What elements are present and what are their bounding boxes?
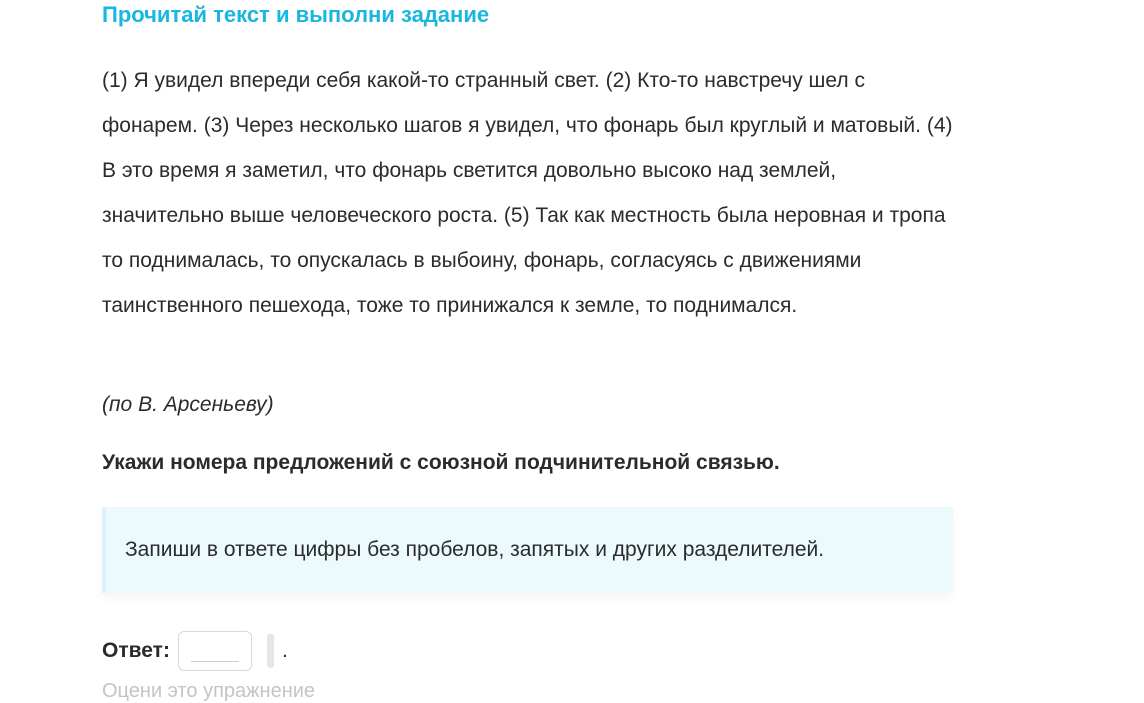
- task-question: Укажи номера предложений с союзной подчинительной связью.: [102, 451, 780, 474]
- hint-box: [102, 507, 953, 593]
- answer-input[interactable]: [178, 631, 252, 671]
- task-passage: (1) Я увидел впереди себя какой-то странный свет. (2) Кто-то навстречу шел с фонарем. (3) Через несколько шагов я увидел, что фонарь был круглый и матовый. (4) В это время я заметил, что фонарь светится довольно высоко над землей, значительно выше человеческого роста. (5) Так как местность была неровная и тропа то поднималась, то опускалась в выбоину, фонарь, согласуясь с движениями таинственного пешехода, тоже то принижался к земле, то поднимался.: [102, 69, 953, 317]
- answer-row: [102, 630, 288, 672]
- answer-suffix: .: [281, 639, 288, 662]
- passage-attribution: (по В. Арсеньеву): [102, 393, 274, 416]
- hint-text: Запиши в ответе цифры без пробелов, запятых и других разделителей.: [125, 538, 825, 561]
- answer-label: Ответ:: [102, 639, 170, 662]
- task-title: Прочитай текст и выполни задание: [102, 2, 490, 27]
- rate-exercise-link[interactable]: Оцени это упражнение: [102, 680, 316, 702]
- answer-input-underline: [191, 661, 239, 662]
- drag-handle-icon[interactable]: [267, 634, 274, 668]
- answer-input-wrapper: [178, 631, 252, 671]
